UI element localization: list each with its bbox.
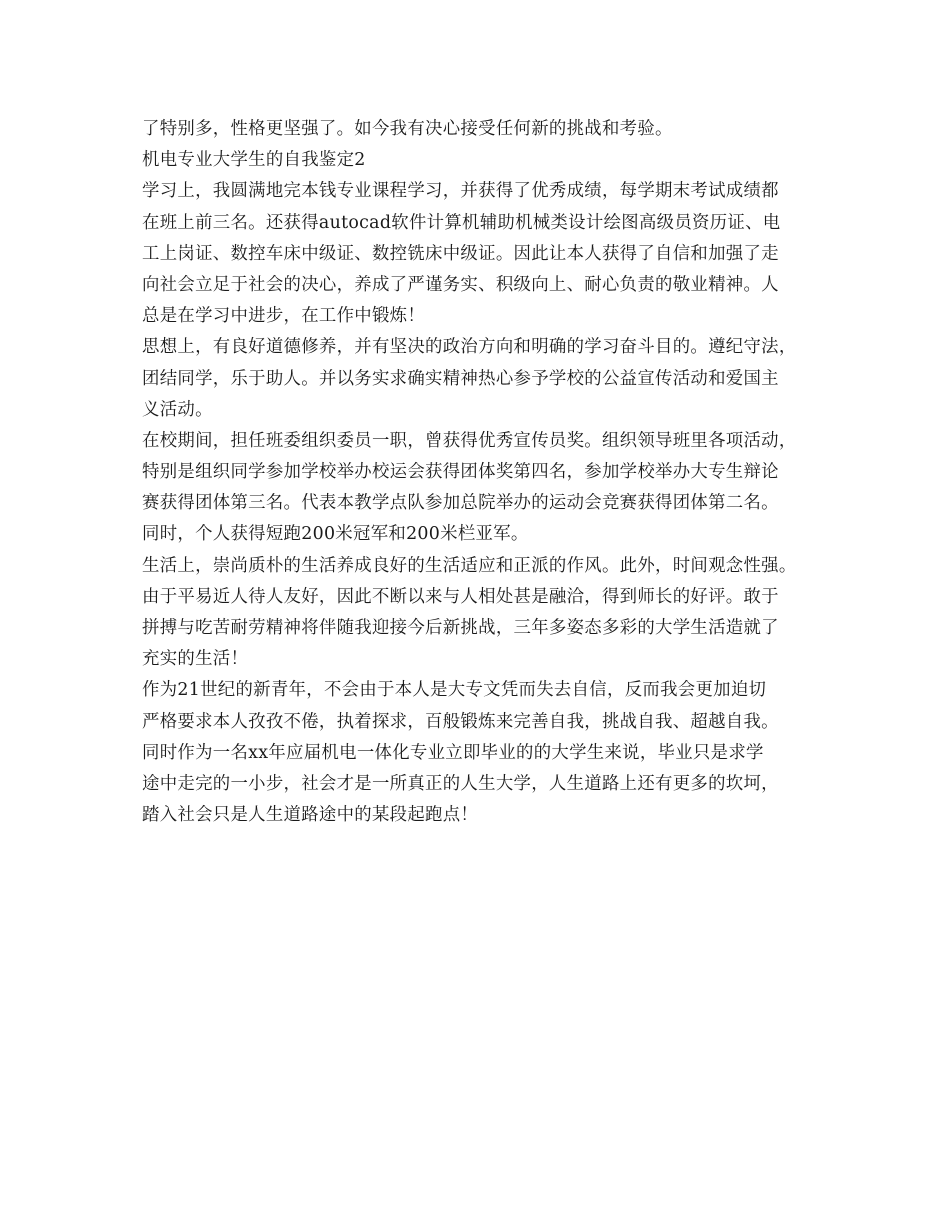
text-line: 作为21世纪的新青年，不会由于本人是大专文凭而失去自信，反而我会更加迫切 [142, 680, 767, 701]
text-line: 生活上，崇尚质朴的生活养成良好的生活适应和正派的作风。此外，时间观念性强。 [142, 555, 797, 576]
text-line: 了特别多，性格更坚强了。如今我有决心接受任何新的挑战和考验。 [142, 119, 673, 139]
text-line: 严格要求本人孜孜不倦，执着探求，百般锻炼来完善自我，挑战自我、超越自我。 [142, 711, 779, 732]
text-line: 思想上，有良好道德修养，并有坚决的政治方向和明确的学习奋斗目的。遵纪守法， [142, 337, 797, 358]
text-line: 充实的生活！ [142, 649, 249, 670]
text-line: 拼搏与吃苦耐劳精神将伴随我迎接今后新挑战，三年多姿态多彩的大学生活造就了 [142, 618, 779, 638]
text-line: 义活动。 [142, 399, 213, 420]
text-line: 特别是组织同学参加学校举办校运会获得团体奖第四名，参加学校举办大专生辩论 [142, 462, 779, 483]
text-line: 途中走完的一小步，社会才是一所真正的人生大学，人生道路上还有更多的坎坷， [142, 773, 779, 794]
text-line: 团结同学，乐于助人。并以务实求确实精神热心参予学校的公益宣传活动和爱国主 [142, 368, 779, 389]
text-line: 同时，个人获得短跑200米冠军和200米栏亚军。 [142, 524, 529, 545]
text-line: 工上岗证、数控车床中级证、数控铣床中级证。因此让本人获得了自信和加强了走 [142, 243, 779, 264]
text-line: 学习上，我圆满地完本钱专业课程学习，并获得了优秀成绩，每学期末考试成绩都 [142, 181, 779, 202]
document-body [142, 114, 832, 831]
section-heading: 机电专业大学生的自我鉴定2 [142, 150, 366, 171]
text-line: 在校期间，担任班委组织委员一职，曾获得优秀宣传员奖。组织领导班里各项活动， [142, 430, 797, 451]
text-line: 同时作为一名xx年应届机电一体化专业立即毕业的的大学生来说，毕业只是求学 [142, 742, 764, 763]
text-line: 踏入社会只是人生道路途中的某段起跑点！ [142, 805, 479, 826]
text-line: 向社会立足于社会的决心，养成了严谨务实、积级向上、耐心负责的敬业精神。人 [142, 274, 779, 295]
text-line: 由于平易近人待人友好，因此不断以来与人相处甚是融洽，得到师长的好评。敢于 [142, 586, 779, 607]
text-line: 赛获得团体第三名。代表本教学点队参加总院举办的运动会竞赛获得团体第二名。 [142, 493, 779, 514]
text-line: 总是在学习中进步，在工作中锻炼！ [142, 306, 426, 327]
text-line: 在班上前三名。还获得autocad软件计算机辅助机械类设计绘图高级员资历证、电 [142, 212, 781, 233]
